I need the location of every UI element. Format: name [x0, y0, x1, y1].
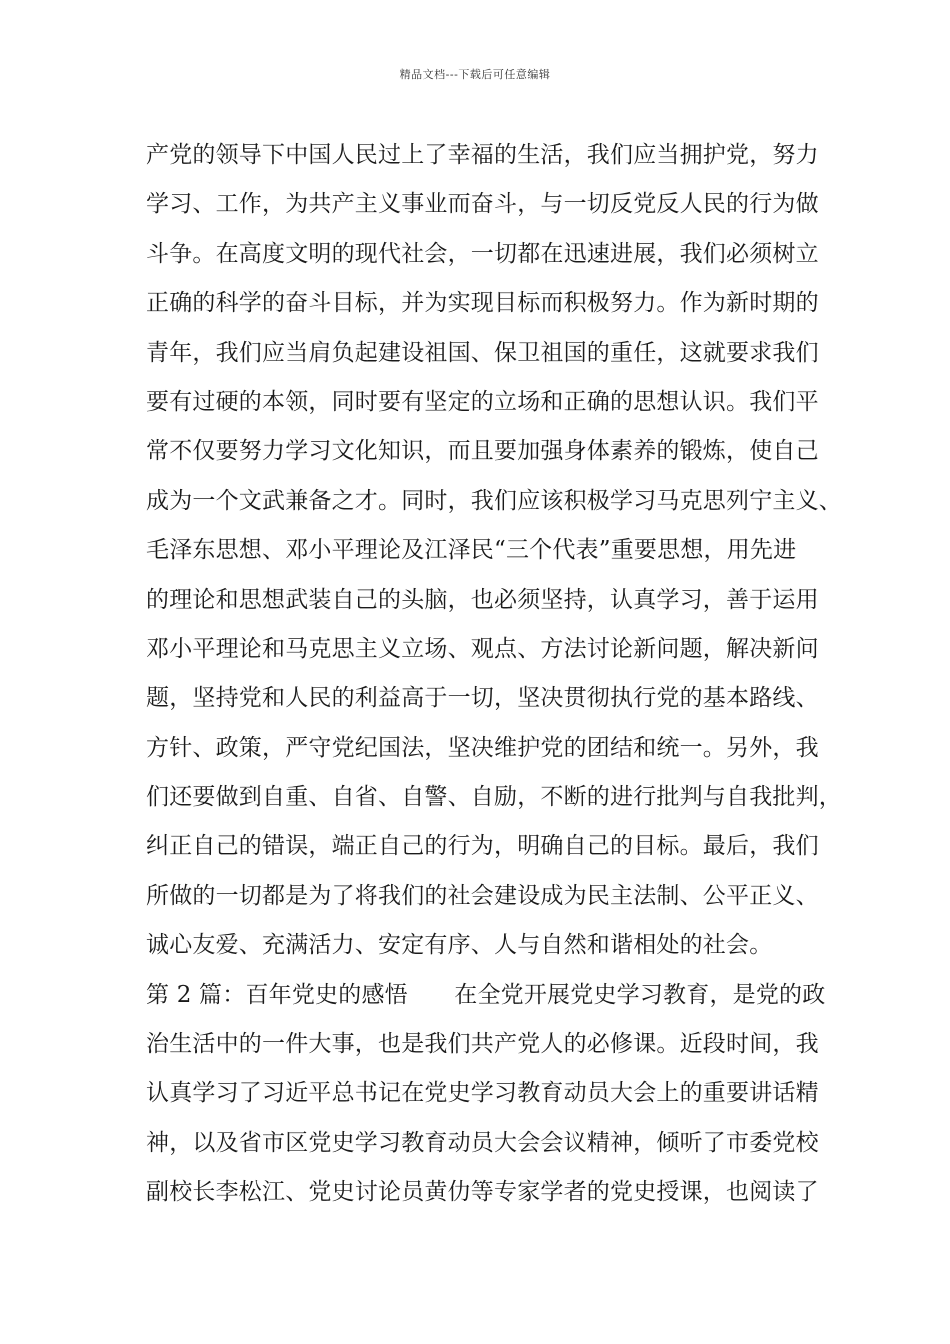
page-header: 精品文档---下载后可任意编辑	[399, 68, 551, 81]
text-line: 治生活中的一件大事，也是我们共产党人的必修课。近段时间，我	[146, 1031, 819, 1058]
text-line: 成为一个文武兼备之才。同时，我们应该积极学习马克思列宁主义、	[146, 487, 842, 514]
text-line: 纠正自己的错误，端正自己的行为，明确自己的目标。最后，我们	[146, 833, 819, 860]
text-line: 所做的一切都是为了将我们的社会建设成为民主法制、公平正义、	[146, 882, 819, 909]
text-line: 方针、政策，严守党纪国法，坚决维护党的团结和统一。另外，我	[146, 734, 819, 761]
text-line: 的理论和思想武装自己的头脑，也必须坚持，认真学习，善于运用	[146, 586, 819, 613]
text-line: 题，坚持党和人民的利益高于一切，坚决贯彻执行党的基本路线、	[146, 685, 819, 712]
text-line: 斗争。在高度文明的现代社会，一切都在迅速进展，我们必须树立	[146, 240, 819, 267]
text-line: 们还要做到自重、自省、自警、自励，不断的进行批判与自我批判，	[146, 784, 842, 811]
text-line: 毛泽东思想、邓小平理论及江泽民“三个代表”重要思想，用先进	[146, 537, 797, 564]
text-line: 要有过硬的本领，同时要有坚定的立场和正确的思想认识。我们平	[146, 388, 819, 415]
body-text	[146, 131, 842, 1218]
text-line: 诚心友爱、充满活力、安定有序、人与自然和谐相处的社会。	[146, 932, 773, 959]
text-line: 常不仅要努力学习文化知识，而且要加强身体素养的锻炼，使自己	[146, 438, 819, 465]
text-line: 产党的领导下中国人民过上了幸福的生活，我们应当拥护党，努力	[146, 142, 819, 168]
section-heading-line: 第 2 篇：百年党史的感悟 在全党开展党史学习教育，是党的政	[146, 981, 826, 1008]
text-line: 神，以及省市区党史学习教育动员大会会议精神，倾听了市委党校	[146, 1129, 819, 1156]
text-line: 认真学习了习近平总书记在党史学习教育动员大会上的重要讲话精	[146, 1080, 819, 1107]
text-line: 学习、工作，为共产主义事业而奋斗，与一切反党反人民的行为做	[146, 191, 819, 218]
text-line: 邓小平理论和马克思主义立场、观点、方法讨论新问题，解决新问	[146, 635, 819, 662]
text-line: 青年，我们应当肩负起建设祖国、保卫祖国的重任，这就要求我们	[146, 339, 819, 366]
text-line: 副校长李松江、党史讨论员黄仂等专家学者的党史授课，也阅读了	[146, 1179, 819, 1206]
text-line: 正确的科学的奋斗目标，并为实现目标而积极努力。作为新时期的	[146, 290, 819, 317]
